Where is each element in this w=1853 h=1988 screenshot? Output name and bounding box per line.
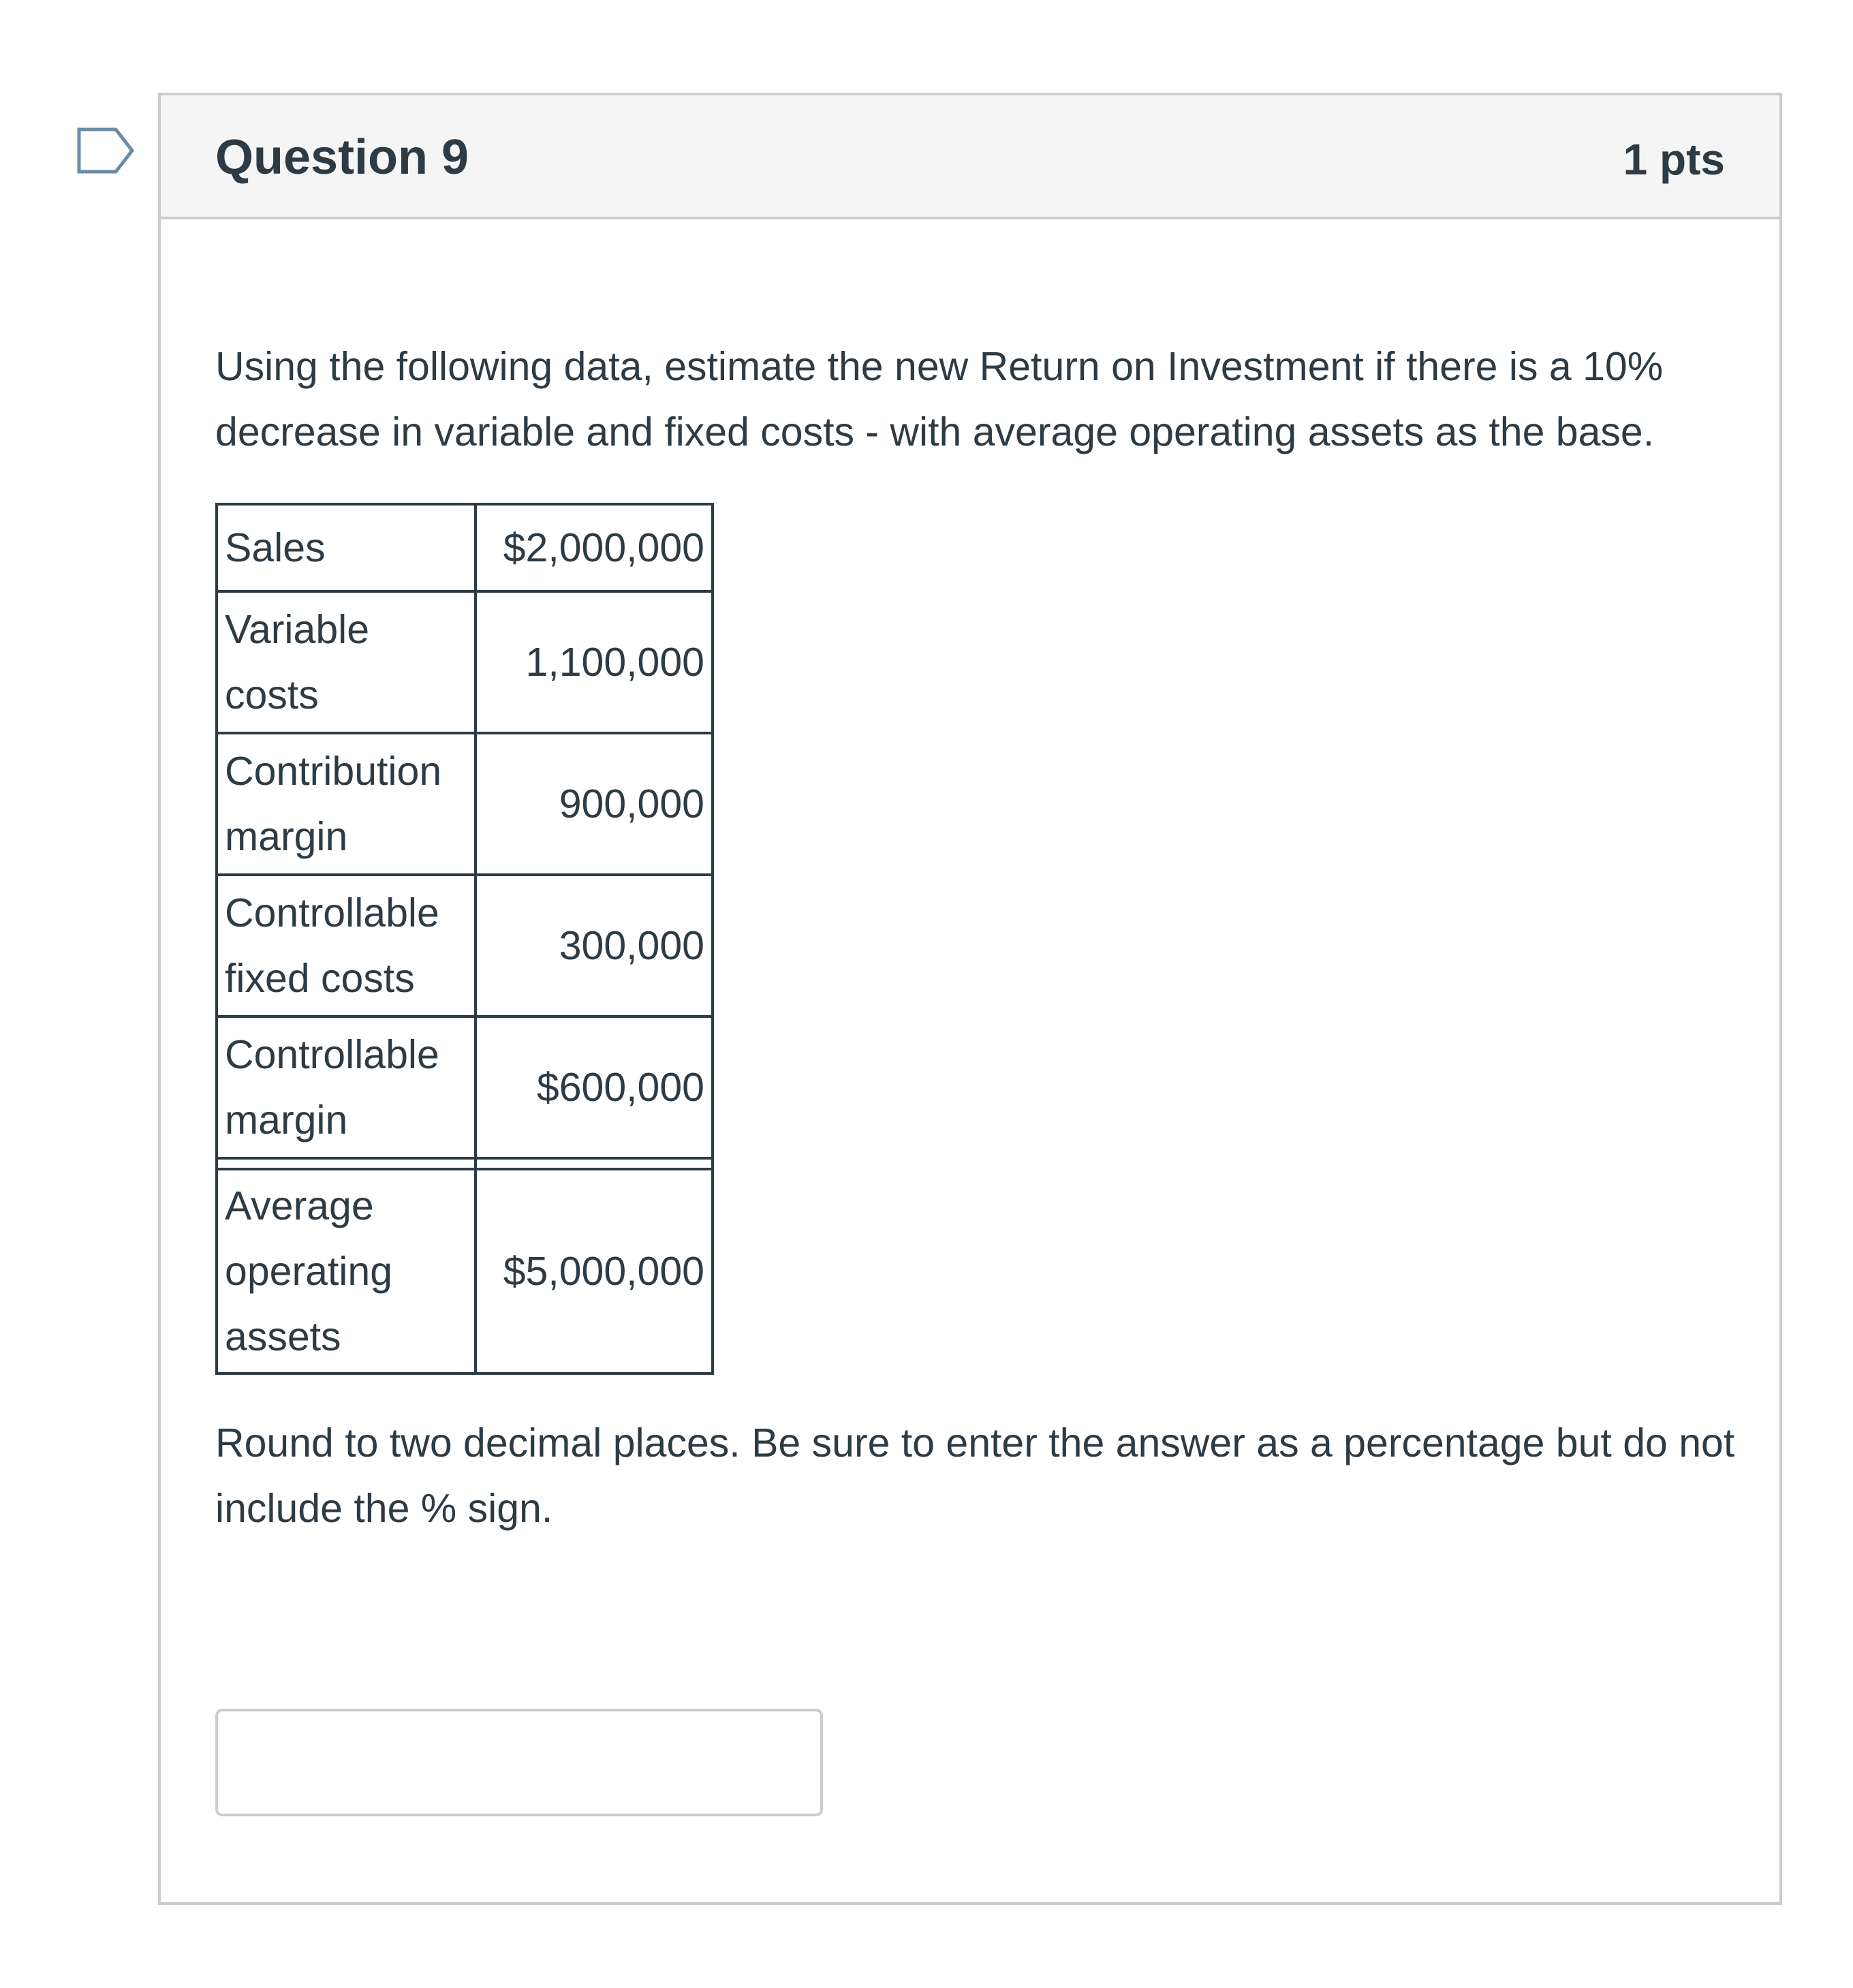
data-table: [215, 503, 714, 1375]
table-cell-value: 300,000: [476, 875, 713, 1016]
table-separator-cell: [476, 1158, 713, 1169]
table-row: [217, 1016, 713, 1158]
question-prompt: Using the following data, estimate the new Return on Investment if there is a 10% decrease in variable and fixed costs - with average operating assets as the base.: [215, 344, 1664, 454]
answer-input[interactable]: [215, 1709, 823, 1816]
table-row: [217, 733, 713, 875]
question-title: Question 9: [215, 130, 469, 185]
table-cell-value: $2,000,000: [476, 504, 713, 591]
table-cell-label: Average operating assets: [217, 1169, 476, 1373]
table-cell-value: $5,000,000: [476, 1169, 713, 1373]
table-row: [217, 504, 713, 591]
question-header: [161, 95, 1779, 219]
table-cell-label: Controllable fixed costs: [217, 875, 476, 1016]
answer-instructions: Round to two decimal places. Be sure to enter the answer as a percentage but do not include the % sign.: [215, 1420, 1735, 1531]
question-body: [215, 334, 1741, 1541]
table-cell-value: $600,000: [476, 1016, 713, 1158]
table-cell-label: Sales: [217, 504, 476, 591]
flag-question-icon[interactable]: [76, 127, 135, 174]
question-card: [158, 93, 1782, 1905]
table-separator-cell: [217, 1158, 476, 1169]
question-points: 1 pts: [1623, 135, 1725, 184]
table-cell-label: Variable costs: [217, 591, 476, 733]
table-row: [217, 875, 713, 1016]
table-cell-label: Controllable margin: [217, 1016, 476, 1158]
table-cell-label: Contribution margin: [217, 733, 476, 875]
table-separator-row: [217, 1158, 713, 1169]
table-cell-value: 1,100,000: [476, 591, 713, 733]
table-row: [217, 591, 713, 733]
table-cell-value: 900,000: [476, 733, 713, 875]
table-row: [217, 1169, 713, 1373]
